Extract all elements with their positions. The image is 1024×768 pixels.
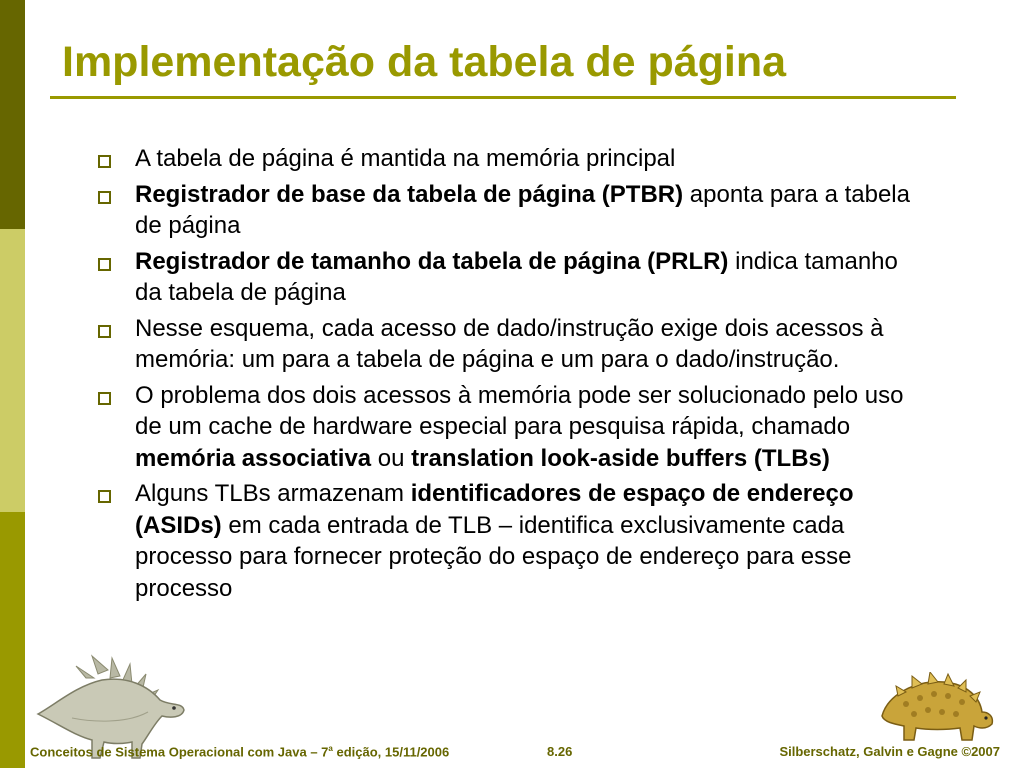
footer-left-suffix: edição, 15/11/2006 bbox=[332, 744, 450, 759]
footer-course-info bbox=[30, 744, 449, 759]
hollow-square-bullet-icon bbox=[98, 191, 111, 204]
bullet-text: Alguns TLBs armazenam bbox=[135, 480, 411, 507]
sidebar-band-mid bbox=[0, 512, 25, 768]
sidebar-band-light bbox=[0, 229, 25, 512]
bullet-text-bold: translation look-aside buffers (TLBs) bbox=[411, 444, 830, 472]
bullet-text-bold: Registrador de tamanho da tabela de página (PRLR) bbox=[135, 247, 729, 275]
footer-left-sup: a bbox=[328, 743, 333, 753]
bullet-item bbox=[98, 246, 918, 309]
bullet-text-bold: identificadores de espaço de endereço (ASIDs) bbox=[135, 480, 854, 539]
bullet-item bbox=[98, 179, 918, 242]
hollow-square-bullet-icon bbox=[98, 392, 111, 405]
bullet-text: indica tamanho da tabela de página bbox=[135, 247, 898, 306]
bullet-list bbox=[98, 143, 918, 608]
footer-authors: Silberschatz, Galvin e Gagne ©2007 bbox=[779, 744, 1000, 759]
footer-page-number: 8.26 bbox=[547, 744, 573, 759]
hollow-square-bullet-icon bbox=[98, 258, 111, 271]
bullet-item bbox=[98, 313, 918, 376]
bullet-text-bold: memória associativa bbox=[135, 444, 372, 472]
bullet-item bbox=[98, 143, 918, 175]
slide-title: Implementação da tabela de página bbox=[62, 38, 787, 86]
hollow-square-bullet-icon bbox=[98, 325, 111, 338]
title-underline bbox=[50, 96, 956, 99]
sidebar-band-dark bbox=[0, 0, 25, 229]
hollow-square-bullet-icon bbox=[98, 155, 111, 168]
hollow-square-bullet-icon bbox=[98, 490, 111, 503]
bullet-text: aponta para a tabela de página bbox=[135, 180, 910, 239]
bullet-text: O problema dos dois acessos à memória pode ser solucionado pelo uso de um cache de hardware especial para pesquisa rápida, chamado bbox=[135, 381, 904, 440]
bullet-text: ou bbox=[371, 444, 412, 472]
bullet-item bbox=[98, 380, 918, 475]
bullet-text: em cada entrada de TLB – identifica exclusivamente cada processo para fornecer proteção do espaço de endereço para esse processo bbox=[135, 511, 852, 602]
bullet-text: A tabela de página é mantida na memória principal bbox=[135, 145, 676, 172]
bullet-text-bold: Registrador de base da tabela de página (PTBR) bbox=[135, 180, 684, 208]
sidebar-stripe bbox=[0, 0, 25, 768]
footer-left-prefix: Conceitos de Sistema Operacional com Java – 7 bbox=[30, 744, 329, 759]
bullet-item bbox=[98, 478, 918, 604]
ankylosaurus-icon bbox=[876, 672, 996, 744]
bullet-text: Nesse esquema, cada acesso de dado/instrução exige dois acessos à memória: um para a tabela de página e um para o dado/instrução. bbox=[135, 314, 884, 373]
